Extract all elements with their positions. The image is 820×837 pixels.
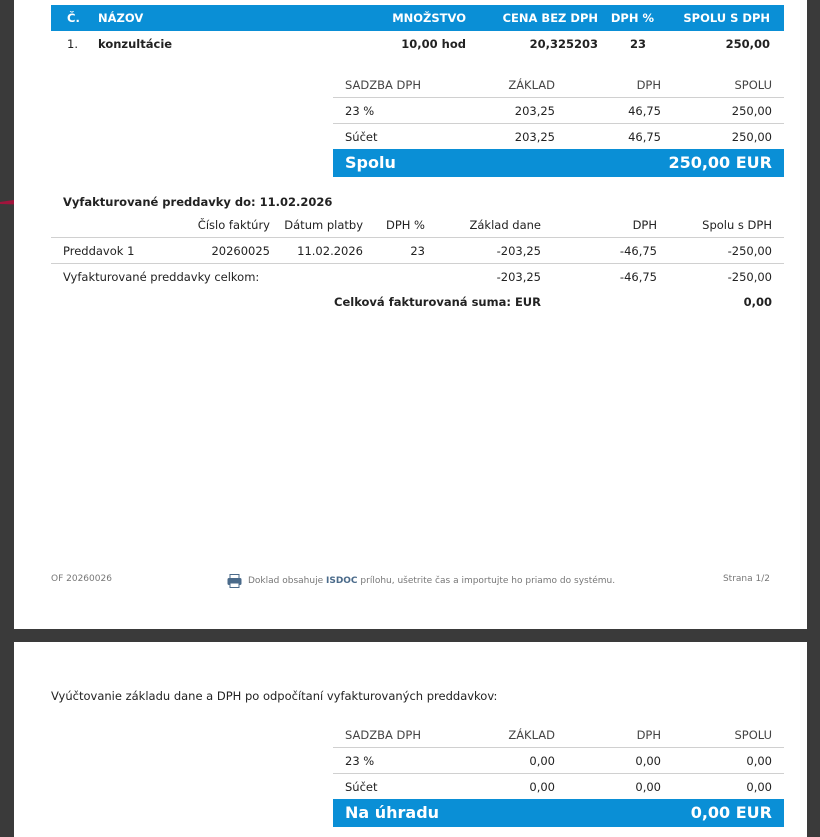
vat-sum-amount: 46,75 <box>628 130 661 144</box>
vat-sum-label: Súčet <box>345 780 378 794</box>
vat-sum-label: Súčet <box>345 130 378 144</box>
vat-base: 203,25 <box>514 104 555 118</box>
adv-base: -203,25 <box>496 244 541 258</box>
page-number: Strana 1/2 <box>722 574 770 584</box>
vat-rate: 23 % <box>345 104 375 118</box>
table-row <box>333 748 784 774</box>
adv-vat-rate: 23 <box>410 244 425 258</box>
adv-invoice: 20260025 <box>211 244 270 258</box>
vat-summary-header <box>333 722 784 748</box>
adv-total: -250,00 <box>727 244 772 258</box>
adv-col-vat: DPH <box>632 218 657 232</box>
advances-sum-row <box>51 264 784 289</box>
adv-date: 11.02.2026 <box>297 244 363 258</box>
vat-col-total: SPOLU <box>734 728 772 742</box>
vat-rate: 23 % <box>345 754 375 768</box>
adv-grand-value: 0,00 <box>743 295 772 309</box>
col-quantity: MNOŽSTVO <box>392 11 466 25</box>
advances-header <box>51 212 784 238</box>
vat-col-vat: DPH <box>636 728 661 742</box>
adv-col-base: Základ dane <box>469 218 541 232</box>
vat-total: 250,00 <box>731 104 772 118</box>
item-number: 1. <box>67 37 78 51</box>
vat-base: 0,00 <box>529 754 555 768</box>
adv-name: Preddavok 1 <box>63 244 135 258</box>
amount-due-label: Na úhradu <box>345 803 440 822</box>
grand-total-value: 250,00 EUR <box>668 153 772 172</box>
adv-grand-label: Celková fakturovaná suma: EUR <box>334 295 541 309</box>
vat-summary-table <box>333 72 784 177</box>
vat-col-base: ZÁKLAD <box>508 78 555 92</box>
table-row <box>51 238 784 264</box>
advances-title: Vyfakturované preddavky do: 11.02.2026 <box>63 195 333 209</box>
invoice-page-1 <box>14 0 807 629</box>
isdoc-text-bold: ISDOC <box>325 576 358 586</box>
isdoc-icon <box>227 574 242 588</box>
item-total: 250,00 <box>725 37 770 51</box>
item-name: konzultácie <box>98 37 173 51</box>
advances-table <box>51 190 784 314</box>
amount-due-bar <box>333 799 784 827</box>
table-row <box>51 31 784 55</box>
vat-sum-base: 203,25 <box>514 130 555 144</box>
adv-col-vat-rate: DPH % <box>385 218 425 232</box>
table-row <box>333 774 784 799</box>
col-price: CENA BEZ DPH <box>502 11 598 25</box>
grand-total-label: Spolu <box>345 153 396 172</box>
adv-sum-vat: -46,75 <box>619 270 657 284</box>
adv-col-invoice: Číslo faktúry <box>197 218 270 232</box>
isdoc-text-post: prílohu, ušetrite čas a importujte ho priamo do systému. <box>360 576 616 586</box>
adv-sum-label: Vyfakturované preddavky celkom: <box>63 270 260 284</box>
isdoc-text-pre: Doklad obsahuje <box>248 576 324 586</box>
adv-sum-base: -203,25 <box>496 270 541 284</box>
col-name: NÁZOV <box>98 11 144 25</box>
vat-sum-total: 250,00 <box>731 130 772 144</box>
settlement-intro: Vyúčtovanie základu dane a DPH po odpočítaní vyfakturovaných preddavkov: <box>51 689 498 703</box>
vat-summary-table-2 <box>333 722 784 827</box>
col-number: Č. <box>67 11 80 25</box>
document-id: OF 20260026 <box>51 574 112 584</box>
vat-amount: 46,75 <box>628 104 661 118</box>
adv-vat: -46,75 <box>619 244 657 258</box>
item-vat-rate: 23 <box>629 37 646 51</box>
advances-grand-row <box>51 289 784 314</box>
adv-col-date: Dátum platby <box>284 218 363 232</box>
grand-total-bar <box>333 149 784 177</box>
vat-total: 0,00 <box>746 754 772 768</box>
vat-sum-base: 0,00 <box>529 780 555 794</box>
col-total: SPOLU S DPH <box>683 11 770 25</box>
vat-col-base: ZÁKLAD <box>508 728 555 742</box>
adv-sum-total: -250,00 <box>727 270 772 284</box>
table-row <box>333 124 784 149</box>
vat-col-total: SPOLU <box>734 78 772 92</box>
vat-sum-total: 0,00 <box>746 780 772 794</box>
advances-title-row <box>51 190 784 212</box>
vat-amount: 0,00 <box>635 754 661 768</box>
vat-sum-amount: 0,00 <box>635 780 661 794</box>
vat-col-rate: SADZBA DPH <box>345 728 421 742</box>
invoice-page-2 <box>14 642 807 837</box>
table-row <box>333 98 784 124</box>
items-table-header <box>51 5 784 31</box>
amount-due-value: 0,00 EUR <box>690 803 772 822</box>
vat-summary-header <box>333 72 784 98</box>
item-price: 20,325203 <box>529 37 598 51</box>
vat-col-vat: DPH <box>636 78 661 92</box>
col-vat-rate: DPH % <box>610 11 654 25</box>
isdoc-notice <box>227 574 615 588</box>
vat-col-rate: SADZBA DPH <box>345 78 421 92</box>
adv-col-total: Spolu s DPH <box>702 218 772 232</box>
item-quantity: 10,00 hod <box>401 37 466 51</box>
